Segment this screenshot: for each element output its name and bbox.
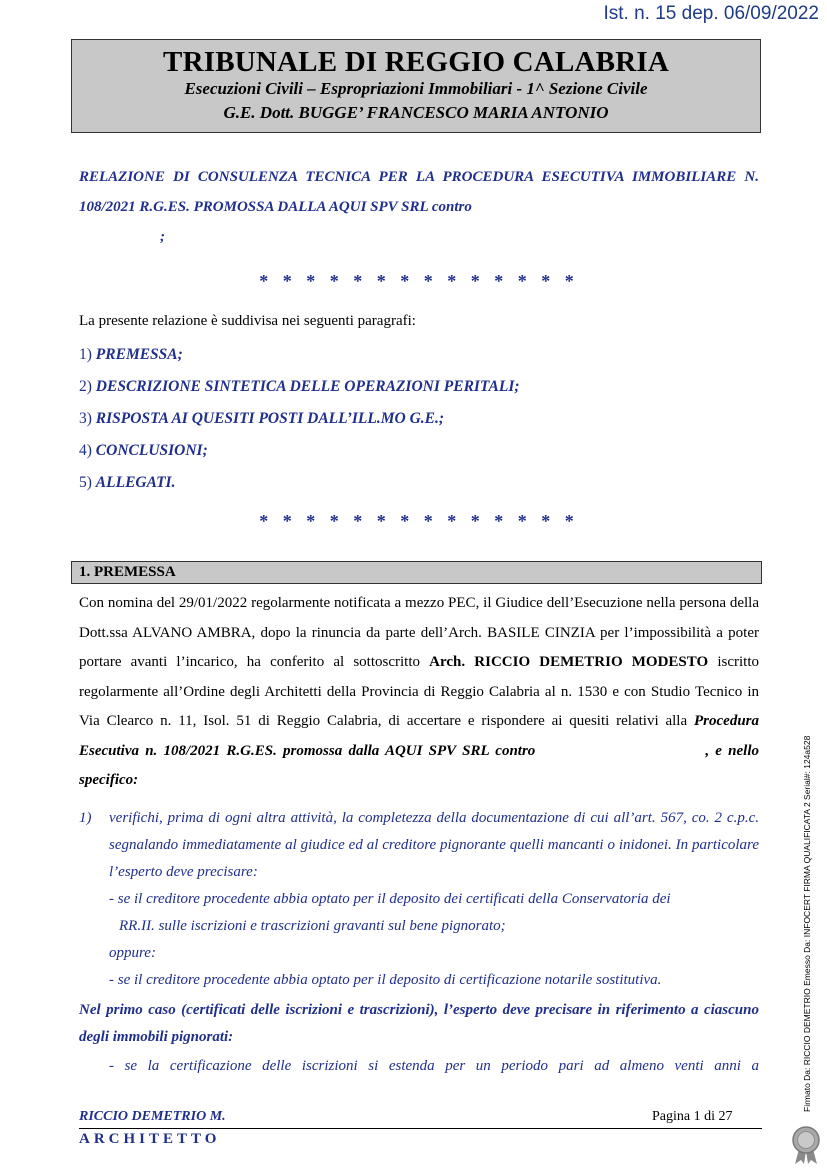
footer-author: RICCIO DEMETRIO M. xyxy=(79,1109,226,1124)
toc-item xyxy=(79,342,520,374)
toc-label: RISPOSTA AI QUESITI POSTI DALL’ILL.MO G.E.; xyxy=(95,410,445,427)
toc-number: 3) xyxy=(79,410,92,427)
report-title-line: RELAZIONE DI CONSULENZA TECNICA PER LA PROCEDURA ESECUTIVA IMMOBILIARE N. 108/2021 R.G.ES. PROMOSSA DALLA AQUI SPV SRL contro xyxy=(79,169,759,215)
toc-item xyxy=(79,374,520,406)
intro-text: La presente relazione è suddivisa nei seguenti paragrafi: xyxy=(79,313,416,329)
quesito-text: verifichi, prima di ogni altra attività, la completezza della documentazione di cui all’art. 567, co. 2 c.p.c. segnalando immediatamente al giudice ed al creditore pignorante quelli mancanti o inidonei. In particolare l’esperto deve precisare: xyxy=(109,810,759,880)
toc-label: PREMESSA; xyxy=(95,346,183,363)
quesito-option: - se il creditore procedente abbia optato per il deposito di certificazione notarile sostitutiva. xyxy=(109,972,662,988)
section-heading: 1. PREMESSA xyxy=(71,561,762,584)
footer-divider xyxy=(79,1128,762,1129)
toc-number: 1) xyxy=(79,346,92,363)
toc-label: ALLEGATI. xyxy=(95,474,176,491)
quesito-option: - se il creditore procedente abbia optato per il deposito dei certificati della Conservatoria dei xyxy=(109,891,671,907)
deposit-stamp: Ist. n. 15 dep. 06/09/2022 xyxy=(603,3,819,24)
procedure-reference: Procedura Esecutiva n. 108/2021 R.G.ES. promossa dalla AQUI SPV SRL contro xyxy=(79,713,760,759)
quesito-1 xyxy=(79,805,759,994)
toc-item xyxy=(79,438,520,470)
separator-stars: * * * * * * * * * * * * * * xyxy=(259,511,579,531)
digital-signature-text: Firmato Da: RICCIO DEMETRIO Emesso Da: INFOCERT FIRMA QUALIFICATA 2 Serial#: 124a528 xyxy=(802,735,812,1112)
separator-stars: * * * * * * * * * * * * * * xyxy=(259,271,579,291)
table-of-contents xyxy=(79,342,520,502)
report-title xyxy=(79,162,759,252)
premessa-paragraph xyxy=(79,589,759,796)
quesito-option: - se la certificazione delle iscrizioni si estenda per un periodo pari ad almeno venti anni a xyxy=(109,1058,759,1074)
court-subtitle: Esecuzioni Civili – Espropriazioni Immobiliari - 1^ Sezione Civile xyxy=(184,79,648,98)
report-title-end: ; xyxy=(160,229,165,245)
quesito-number: 1) xyxy=(79,810,92,826)
toc-label: DESCRIZIONE SINTETICA DELLE OPERAZIONI PERITALI; xyxy=(95,378,520,395)
primo-caso-text: Nel primo caso (certificati delle iscrizioni e trascrizioni), l’esperto deve precisare in riferimento a ciascuno degli immobili pignorati: xyxy=(79,1002,759,1045)
toc-label: CONCLUSIONI; xyxy=(95,442,208,459)
quesito-option-cont: RR.II. sulle iscrizioni e trascrizioni gravanti sul bene pignorato; xyxy=(119,918,506,934)
toc-item xyxy=(79,470,520,502)
toc-number: 2) xyxy=(79,378,96,395)
procedure-reference-end: , e nello specifico: xyxy=(79,742,759,788)
premessa-text: Con nomina del 29/01/2022 regolarmente notificata a mezzo PEC, il Giudice dell’Esecuzione nella persona della Dott.ssa ALVANO AMBRA, dopo la rinuncia da parte dell’Arch. BASILE CINZIA per l’impossibilità a poter portare avanti l’incarico, ha conferito al sottoscritto xyxy=(79,595,759,670)
toc-item xyxy=(79,406,520,438)
premessa-text: iscritto regolarmente all’Ordine degli Architetti della Provincia di Reggio Calabria al n. 1530 e con Studio Tecnico in Via Clearco n. 11, Isol. 51 di Reggio Calabria, di accertare e rispondere ai quesiti relativi alla xyxy=(79,654,760,729)
footer-role: ARCHITETTO xyxy=(79,1131,221,1147)
court-judge: G.E. Dott. BUGGE’ FRANCESCO MARIA ANTONIO xyxy=(223,103,609,122)
court-title: TRIBUNALE DI REGGIO CALABRIA xyxy=(163,46,669,78)
quesito-row xyxy=(79,805,759,886)
court-header xyxy=(71,39,761,133)
quesito-oppure: oppure: xyxy=(109,945,156,961)
expert-name: Arch. RICCIO DEMETRIO MODESTO xyxy=(429,654,709,670)
toc-number: 5) xyxy=(79,474,92,491)
seal-icon xyxy=(789,1125,823,1170)
page-number: Pagina 1 di 27 xyxy=(652,1109,733,1124)
toc-number: 4) xyxy=(79,442,92,459)
